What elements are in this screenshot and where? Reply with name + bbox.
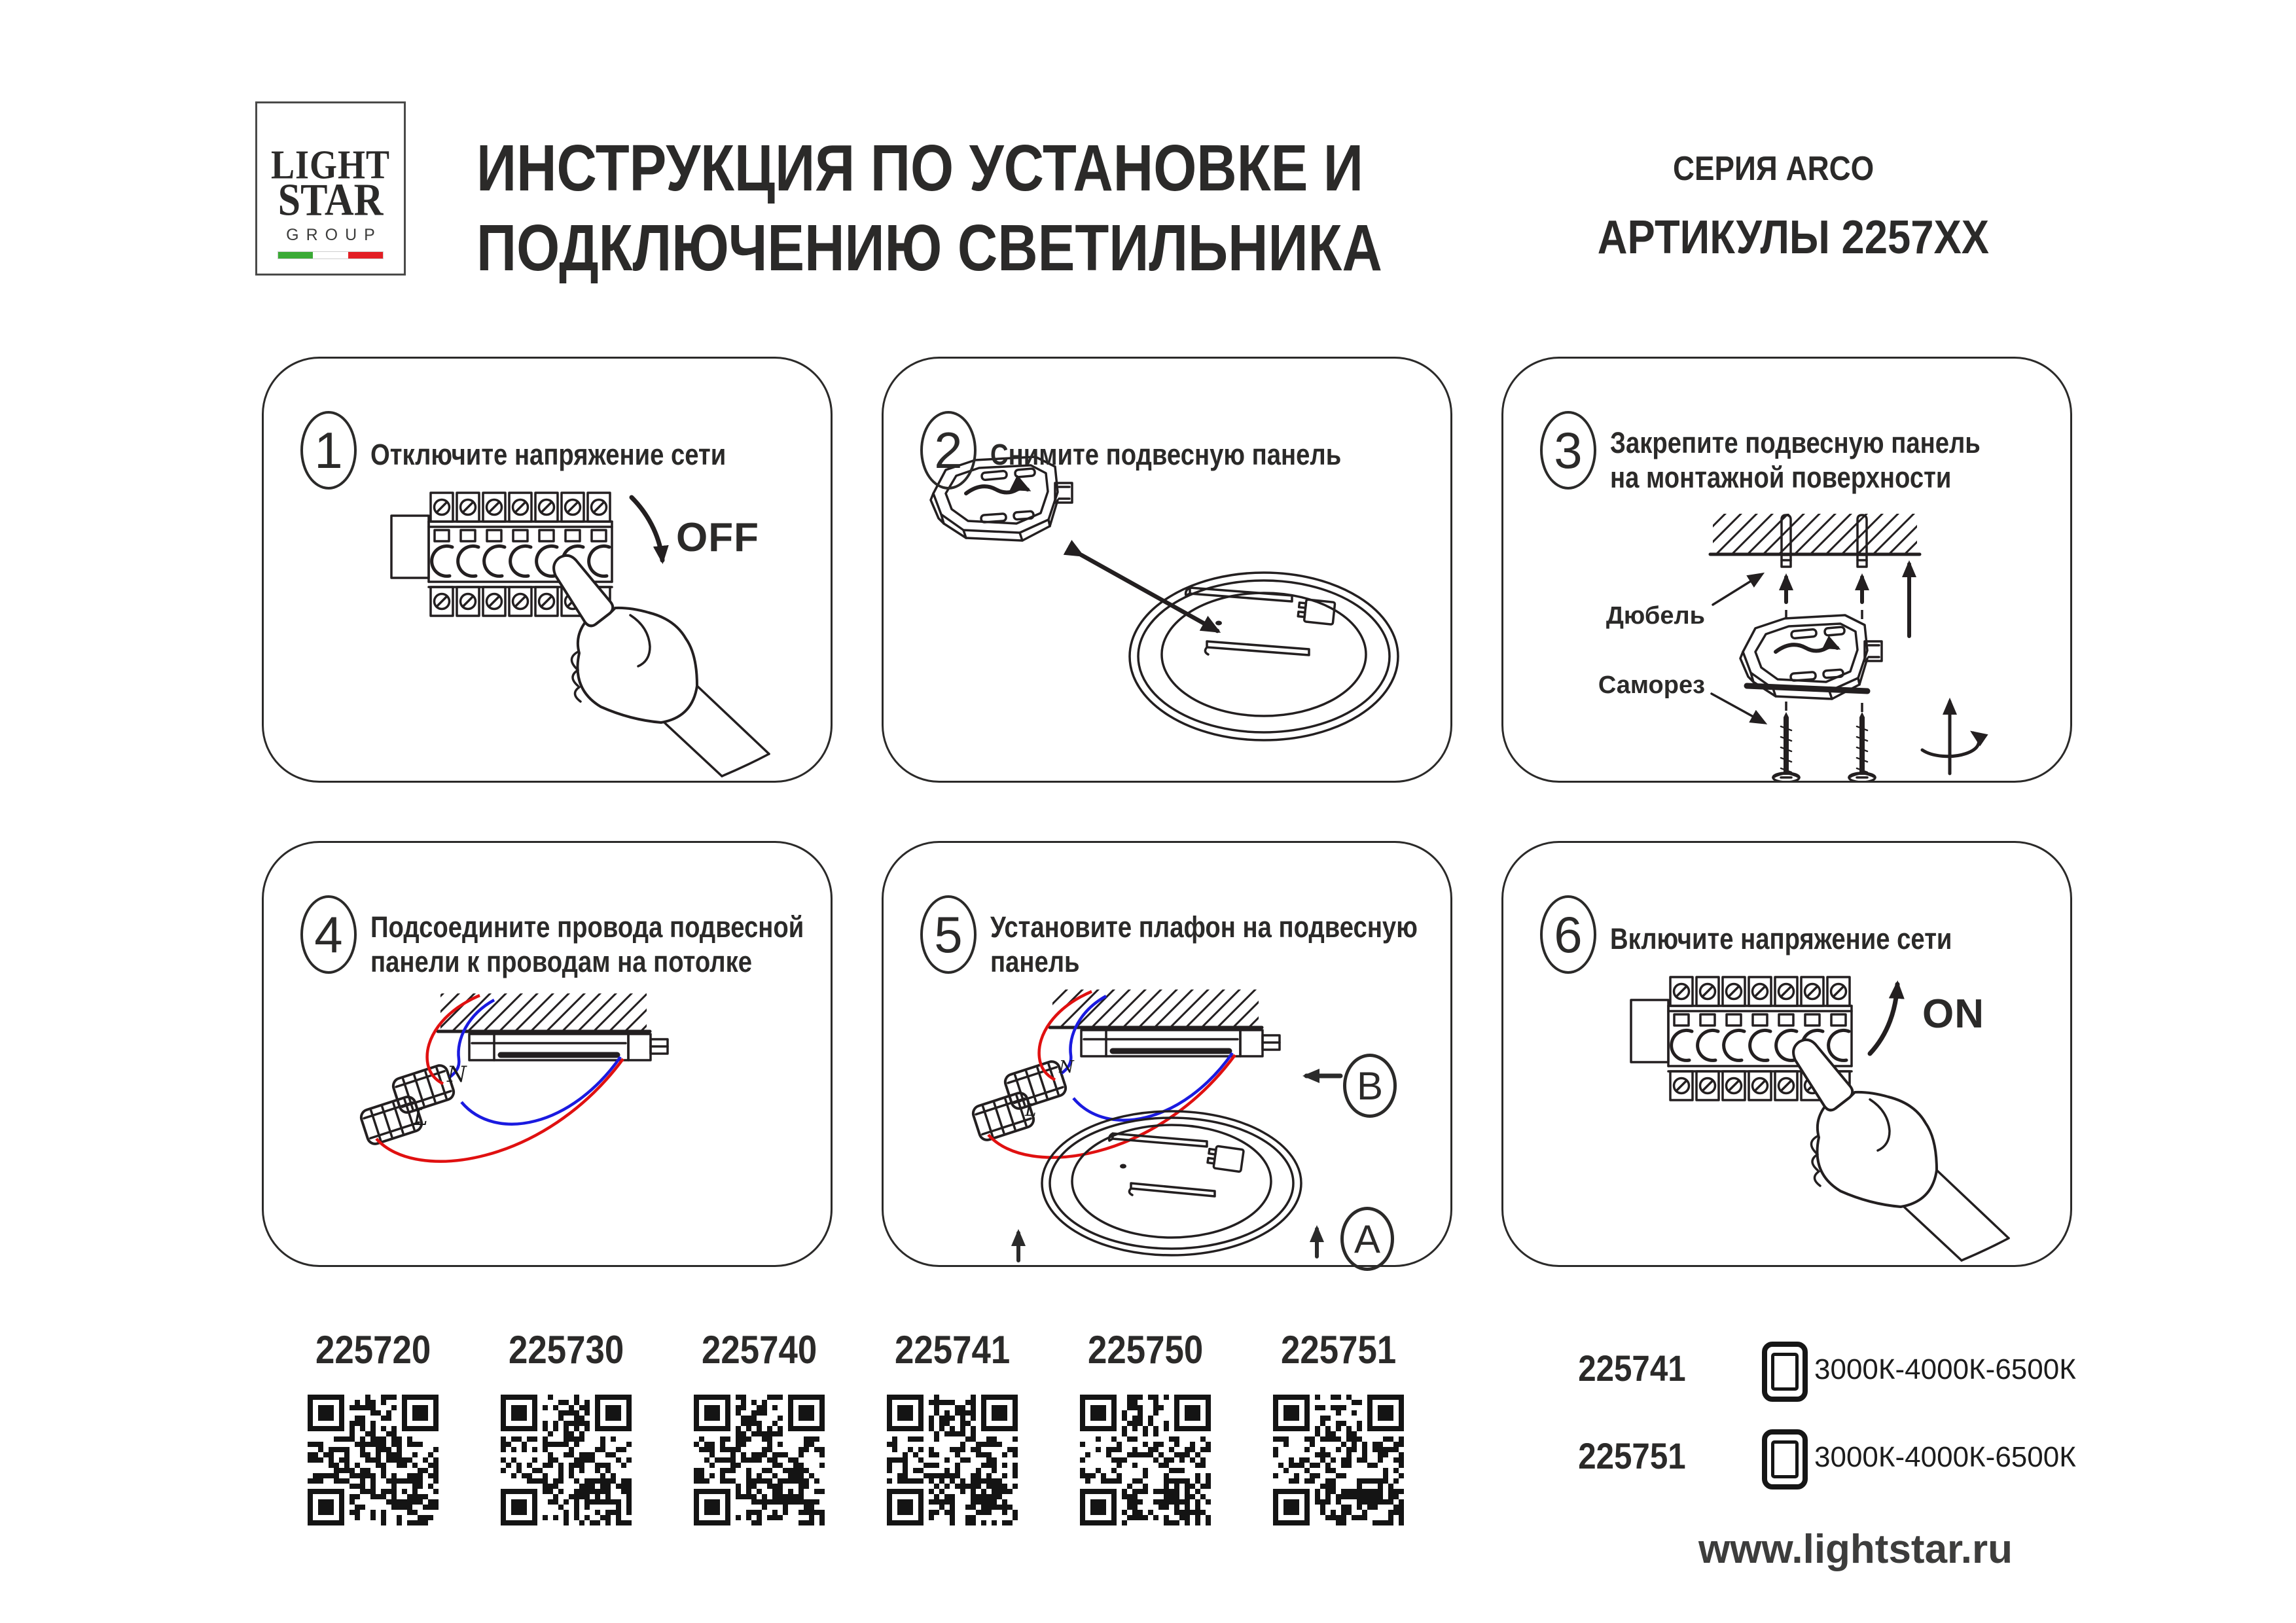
step-title: [990, 437, 1403, 472]
flag-white: [313, 252, 348, 259]
step-title-line2: панель: [990, 945, 1080, 978]
step-number-badge: [920, 895, 977, 974]
marker-a: A: [1354, 1217, 1381, 1261]
step-2-illustration: [884, 359, 1450, 781]
qr-column: [1244, 1327, 1433, 1529]
variant-2-code: 225751: [1578, 1435, 1686, 1476]
step-title: [370, 437, 789, 472]
step-number-badge: [300, 411, 357, 490]
italian-flag-icon: [278, 251, 384, 259]
step-panel-3: [1501, 357, 2072, 783]
qr-column: [857, 1327, 1047, 1529]
articles-label: АРТИКУЛЫ 2257ХХ: [1597, 211, 1990, 264]
series-label: СЕРИЯ ARCO: [1673, 150, 1874, 188]
step-number: 1: [314, 421, 343, 479]
page-title-line2: ПОДКЛЮЧЕНИЮ СВЕТИЛЬНИКА: [476, 211, 1382, 285]
shade-drawing: [1042, 1111, 1301, 1255]
step-title-line1: Включите напряжение сети: [1610, 922, 1952, 955]
article-number: 225730: [508, 1328, 624, 1372]
step-1-illustration: [264, 359, 831, 781]
qr-code: [1273, 1395, 1404, 1525]
step-number-badge: [920, 411, 977, 490]
qr-code: [308, 1395, 439, 1525]
step-title-line1: Подсоедините провода подвесной: [370, 910, 804, 944]
marker-a-badge: [1340, 1207, 1394, 1271]
article-number: 225720: [315, 1328, 431, 1372]
wire-n-label: N: [1059, 1058, 1074, 1077]
step-number: 4: [314, 905, 343, 963]
step-number-badge: [1540, 895, 1596, 974]
qr-column: [471, 1327, 661, 1529]
qr-column: [1050, 1327, 1240, 1529]
screw-right: [1849, 712, 1875, 781]
step-title-line2: панели к проводам на потолке: [370, 945, 753, 978]
step-number: 3: [1554, 421, 1583, 479]
step-title-line2: на монтажной поверхности: [1610, 461, 1952, 494]
step-number: 5: [934, 905, 963, 963]
flag-green: [278, 252, 313, 259]
step-4-illustration: [264, 843, 831, 1265]
step-3-illustration: [1503, 359, 2070, 781]
step-number-badge: [1540, 411, 1596, 490]
page-title: [476, 128, 1542, 288]
qr-code: [887, 1395, 1018, 1525]
rotate-arrow: [1922, 702, 1979, 774]
step-title-line1: Снимите подвесную панель: [990, 438, 1342, 471]
step-title-line1: Закрепите подвесную панель: [1610, 426, 1981, 459]
step-title-line1: Отключите напряжение сети: [370, 438, 726, 471]
remote-control-icon: [1762, 1342, 1808, 1402]
step-title: [1610, 921, 2013, 956]
off-label: OFF: [676, 515, 759, 560]
qr-column: [664, 1327, 854, 1529]
on-label: ON: [1922, 991, 1984, 1037]
step-panel-2: [882, 357, 1452, 783]
logo-star: STAR: [278, 175, 384, 226]
screw-label: Саморез: [1598, 671, 1705, 699]
step-title-line1: Установите плафон на подвесную: [990, 910, 1418, 944]
article-number: 225740: [701, 1328, 817, 1372]
flag-red: [348, 252, 383, 259]
qr-column: [278, 1327, 468, 1529]
wire-n-label: N: [447, 1061, 467, 1088]
step-panel-6: [1501, 841, 2072, 1267]
logo-group: GROUP: [286, 226, 382, 244]
marker-b-badge: [1343, 1054, 1397, 1118]
marker-b: B: [1356, 1063, 1384, 1108]
article-number: 225751: [1280, 1328, 1397, 1372]
page-title-line1: ИНСТРУКЦИЯ ПО УСТАНОВКЕ И: [476, 132, 1363, 205]
screw-left: [1773, 712, 1799, 781]
step-panel-5: [882, 841, 1452, 1267]
article-number: 225750: [1087, 1328, 1204, 1372]
article-number: 225741: [894, 1328, 1011, 1372]
wire-l-label: L: [1025, 1101, 1037, 1120]
step-title: [1610, 425, 2046, 495]
mounted-bar: [469, 1034, 668, 1060]
step-number-badge: [300, 895, 357, 974]
variant-1-code: 225741: [1578, 1347, 1686, 1389]
step-panel-1: [262, 357, 833, 783]
qr-code: [501, 1395, 632, 1525]
step-number: 2: [934, 421, 963, 479]
logo-light: LIGHT: [270, 142, 391, 188]
variant-1-temps: 3000К-4000К-6500К: [1814, 1353, 2076, 1385]
canopy-drawing: [1130, 573, 1398, 740]
lightstar-logo: [255, 101, 406, 276]
qr-code: [1080, 1395, 1211, 1525]
step-title: [370, 910, 880, 979]
remote-control-icon: [1762, 1429, 1808, 1489]
step-number: 6: [1554, 905, 1583, 963]
step-panel-4: [262, 841, 833, 1267]
wire-l-label: L: [413, 1105, 428, 1131]
step-title: [990, 910, 1493, 979]
qr-code: [694, 1395, 825, 1525]
dowel-label: Дюбель: [1605, 602, 1705, 630]
step-6-illustration: [1503, 843, 2070, 1265]
website-url: www.lightstar.ru: [1698, 1527, 2013, 1572]
mounted-bar: [1081, 1030, 1280, 1056]
variant-2-temps: 3000К-4000К-6500К: [1814, 1441, 2076, 1473]
